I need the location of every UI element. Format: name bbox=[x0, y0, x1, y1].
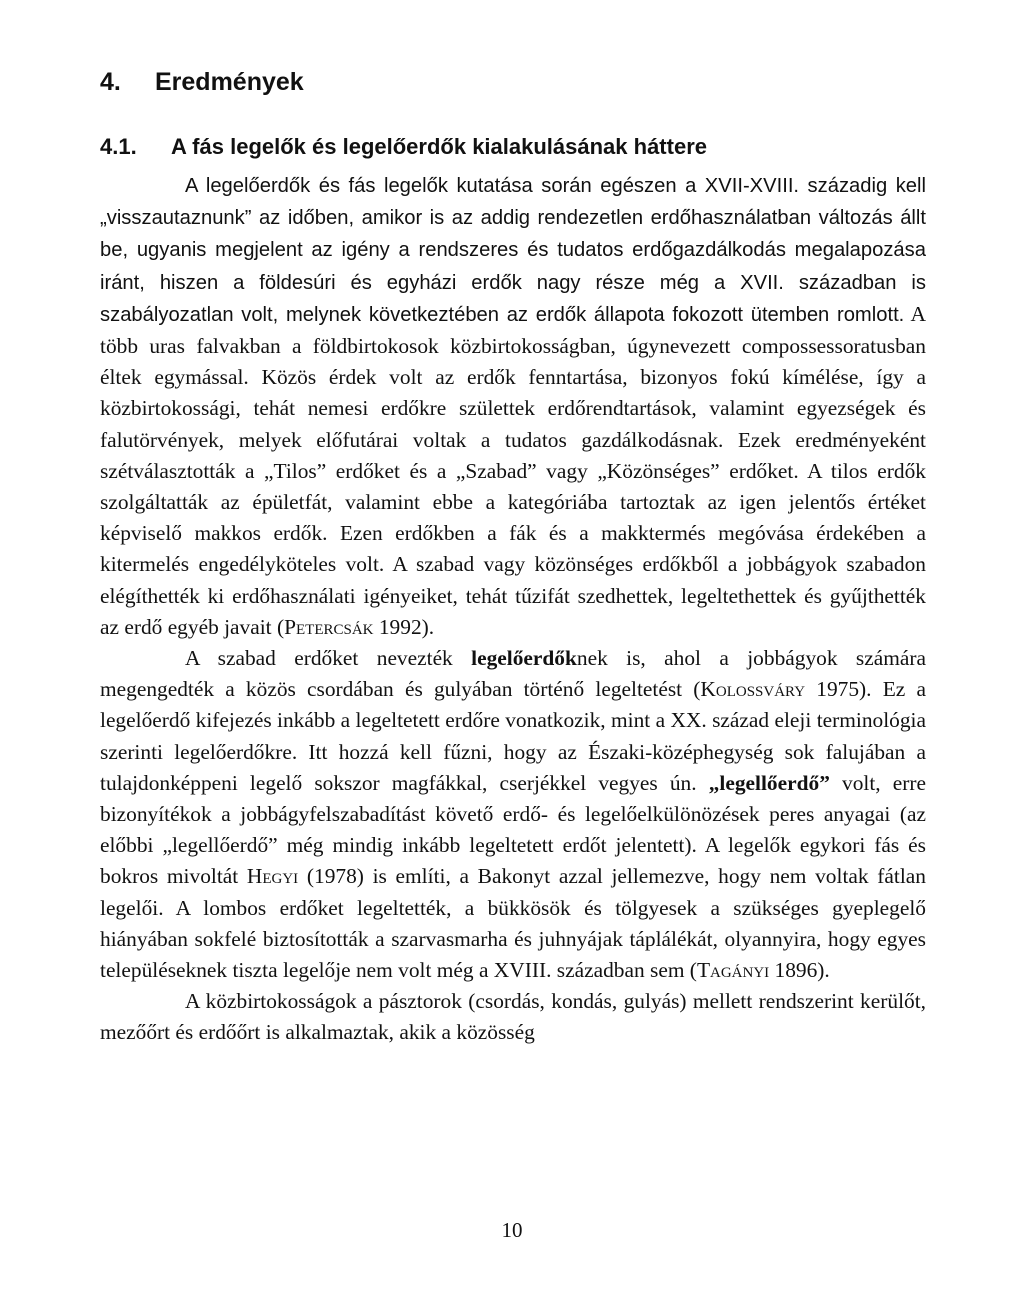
paragraph-1-lead: A legelőerdők és fás legelők kutatása során egészen a XVII-XVIII. századig kell „visszautaznunk” az időben, amikor is az addig rendezetlen erdőhasználatban változás állt be, ugyanis megjelent az igény a rendszeres és tudatos erdőgazdálkodás megalapozása iránt, hiszen a földesúri és egyházi erdők nagy része még a XVII. században is szabályozatlan volt, melynek következtében az erdők állapota fokozott ütemben romlott. bbox=[100, 175, 926, 326]
citation-year: 1992). bbox=[373, 614, 435, 639]
citation-author: Kolossváry bbox=[700, 677, 806, 702]
paragraph-3-text: A közbirtokosságok a pásztorok (csordás, kondás, gulyás) mellett rendszerint kerülőt, mezőőrt és erdőőrt is alkalmaztak, akik a közösség bbox=[100, 989, 926, 1045]
paragraph-1-main: A több uras falvakban a földbirtokosok közbirtokosságban, úgynevezett compossessoratusban éltek egymással. Közös érdek volt az erdők fenntartása, bizonyos fokú kímélése, így a közbirtokossági, tehát nemesi erdőkre születtek erdőrendtartások, valamint egyezségek és falutörvények, melyek előfutárai voltak a tudatos gazdálkodásnak. Ezek eredményeként szétválasztották a „Tilos” erdőket és a „Szabad” vagy „Közönséges” erdőket. A tilos erdők szolgáltatták az épületfát, valamint ebbe a kategóriába tartoztak az igen jelentős értéket képviselő makkos erdők. Ezen erdőkben a fák és a makktermés megóvása érdekében a kitermelés engedélyköteles volt. A szabad vagy közönséges erdőkből a jobbágyok szabadon elégíthették ki erdőhasználati igényeiket, tehát tűzifát szedhettek, legeltethettek és gyűjthették az erdő egyéb javait ( bbox=[100, 301, 926, 639]
citation-year: (1978) bbox=[298, 864, 364, 889]
section-number: 4.1. bbox=[100, 134, 137, 159]
paragraph-2-text-a: A szabad erdőket nevezték bbox=[185, 646, 472, 671]
body-text bbox=[100, 170, 926, 1049]
section-heading bbox=[100, 132, 926, 162]
citation-year: 1896). bbox=[769, 958, 830, 983]
term-bold: „legellőerdő” bbox=[708, 770, 830, 795]
section-title: A fás legelők és legelőerdők kialakulásának háttere bbox=[171, 134, 707, 159]
chapter-number: 4. bbox=[100, 68, 121, 96]
paragraph-2-text-b: nek is, ahol a jobbágyok számára megengedték a közös csordában és gulyában történő legeltetést ( bbox=[100, 646, 926, 702]
paragraph-1 bbox=[100, 170, 926, 643]
chapter-title: Eredmények bbox=[155, 68, 304, 96]
paragraph-2-text-d: volt, erre bizonyítékok a jobbágyfelszabadítást követő erdő- és legelőelkülönözések peres anyagai (az előbbi „legellőerdő” még mindig inkább legeltetett erdőt jelentett). A legelők egykori fás és bokros mivoltát bbox=[100, 770, 926, 889]
paragraph-2-text-c: . Ez a legelőerdő kifejezés inkább a legeltetett erdőre vonatkozik, mint a XX. század eleji terminológia szerinti legelőerdőkre. Itt hozzá kell fűzni, hogy az Északi-középhegység sok falujában a tulajdonképpeni legelő sokszor magfákkal, cserjékkel vegyes ún. bbox=[100, 677, 926, 795]
paragraph-2 bbox=[100, 643, 926, 986]
term-bold: legelőerdők bbox=[471, 646, 577, 671]
citation-author: Hegyi bbox=[246, 864, 299, 889]
page-content bbox=[100, 62, 926, 1049]
page-number: 10 bbox=[501, 1218, 523, 1242]
paragraph-2-text-e: is említi, a Bakonyt azzal jellemezve, hogy nem voltak fátlan legelői. A lombos erdőket legeltették, a bükkösök és tölgyesek a szükséges gyeplegelő hiányában sokfelé biztosították a szarvasmarha és juhnyájak táplálékát, olyannyira, hogy egyes településeknek tiszta legelője nem volt még a XVIII. században sem ( bbox=[100, 864, 926, 983]
citation-year: 1975) bbox=[805, 677, 867, 702]
paragraph-3 bbox=[100, 986, 926, 1048]
citation-author: Tagányi bbox=[696, 958, 770, 983]
chapter-heading bbox=[100, 62, 926, 102]
citation-author: Petercsák bbox=[284, 614, 374, 639]
